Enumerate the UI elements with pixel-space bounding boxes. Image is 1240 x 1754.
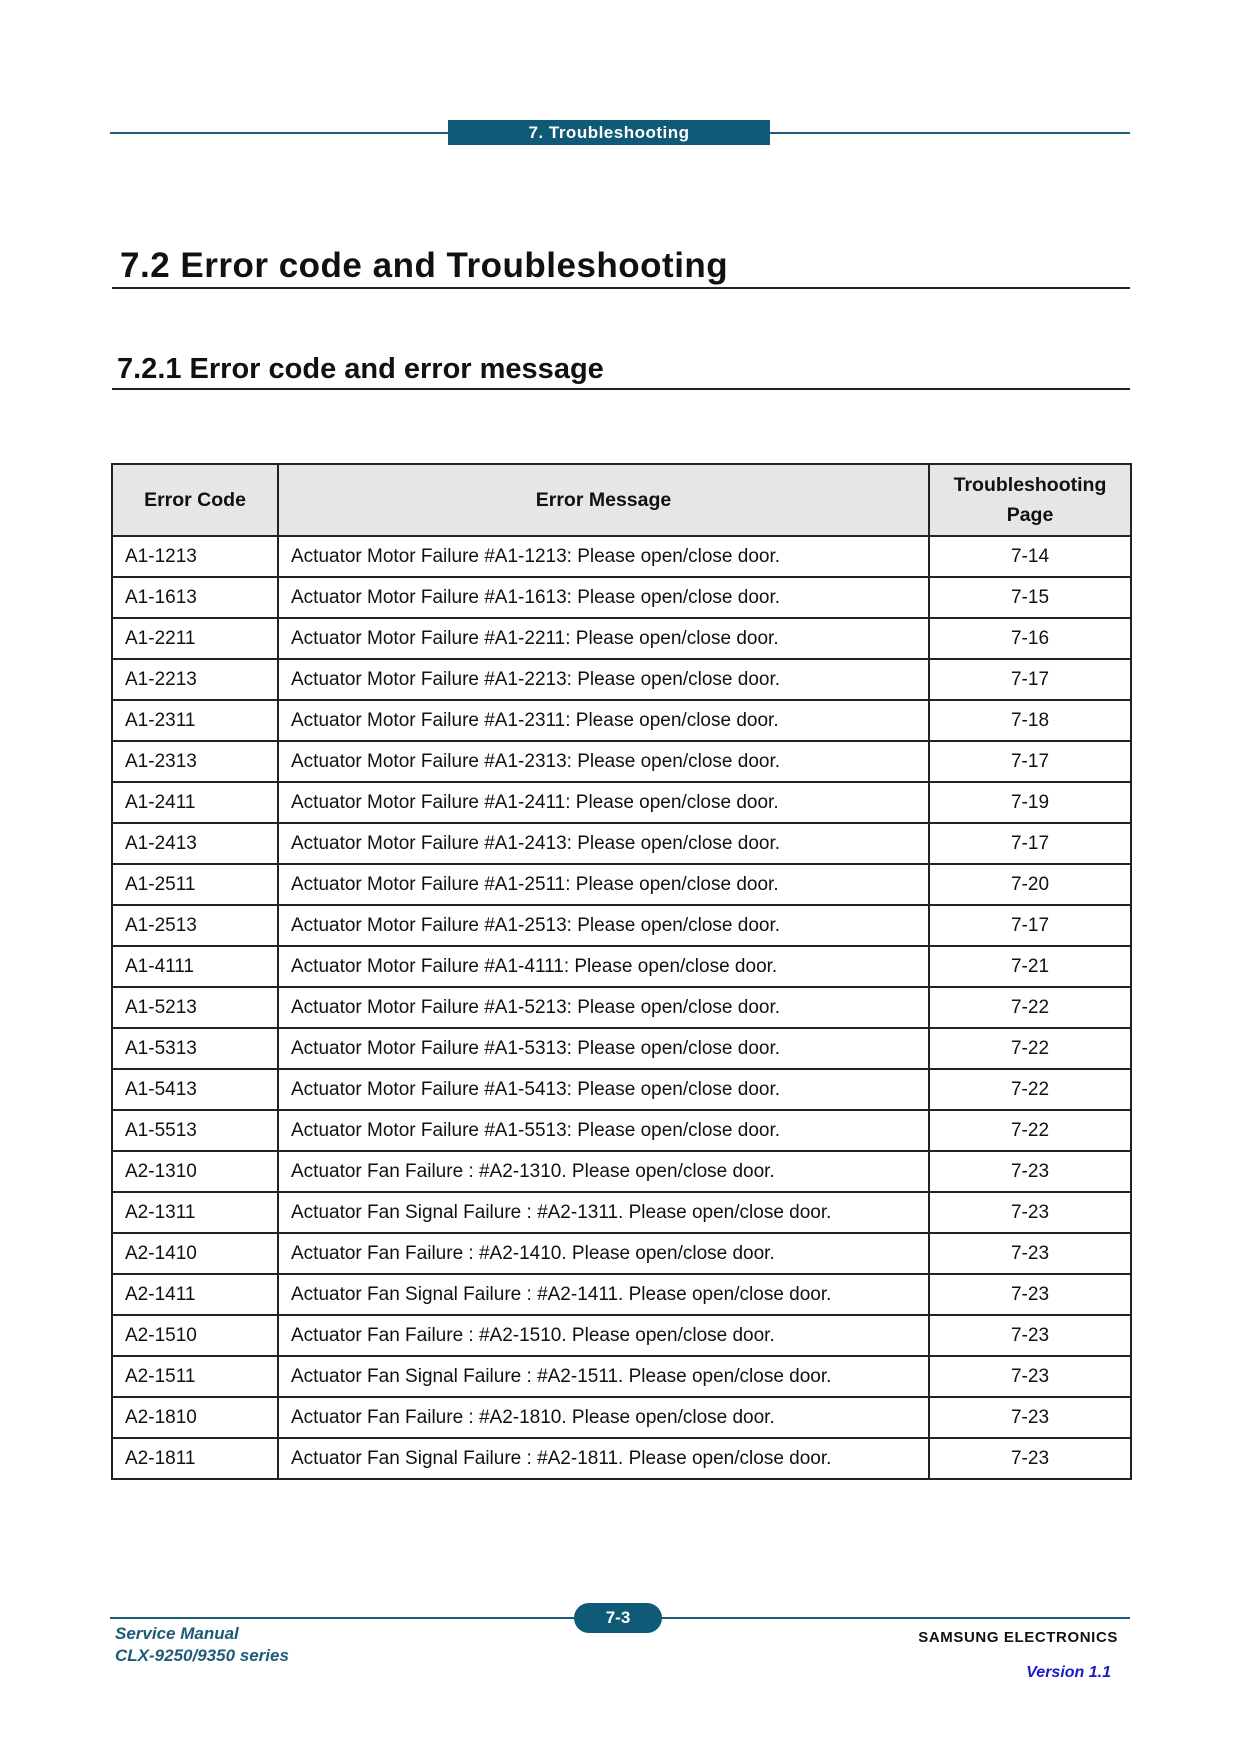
error-message-cell: Actuator Motor Failure #A1-1213: Please open/close door. [278,536,929,577]
error-message-cell: Actuator Fan Failure : #A2-1410. Please open/close door. [278,1233,929,1274]
table-body [112,536,1131,1479]
error-code-cell: A2-1410 [112,1233,278,1274]
table-row [112,946,1131,987]
table-row [112,782,1131,823]
column-header-error-code: Error Code [112,464,278,536]
table-row [112,1397,1131,1438]
error-message-cell: Actuator Motor Failure #A1-2411: Please open/close door. [278,782,929,823]
table-header-row [112,464,1131,536]
table-row [112,1233,1131,1274]
section-tab: 7. Troubleshooting [448,120,770,145]
error-message-cell: Actuator Motor Failure #A1-2211: Please open/close door. [278,618,929,659]
table-row [112,1069,1131,1110]
table-row [112,1315,1131,1356]
error-message-cell: Actuator Motor Failure #A1-5313: Please open/close door. [278,1028,929,1069]
table-row [112,864,1131,905]
error-code-cell: A1-2513 [112,905,278,946]
troubleshooting-page-cell: 7-20 [929,864,1131,905]
troubleshooting-page-cell: 7-23 [929,1151,1131,1192]
troubleshooting-page-cell: 7-19 [929,782,1131,823]
error-message-cell: Actuator Fan Failure : #A2-1310. Please open/close door. [278,1151,929,1192]
error-code-cell: A1-1213 [112,536,278,577]
troubleshooting-page-cell: 7-17 [929,823,1131,864]
error-message-cell: Actuator Motor Failure #A1-2511: Please open/close door. [278,864,929,905]
error-message-cell: Actuator Fan Failure : #A2-1810. Please open/close door. [278,1397,929,1438]
troubleshooting-page-cell: 7-23 [929,1315,1131,1356]
table-row [112,1274,1131,1315]
error-code-cell: A1-5413 [112,1069,278,1110]
model-series: CLX-9250/9350 series [115,1646,289,1665]
error-code-cell: A1-2213 [112,659,278,700]
troubleshooting-page-cell: 7-23 [929,1233,1131,1274]
error-code-table [111,463,1132,1480]
table-row [112,905,1131,946]
error-message-cell: Actuator Fan Signal Failure : #A2-1411. Please open/close door. [278,1274,929,1315]
table-row [112,1192,1131,1233]
error-message-cell: Actuator Fan Signal Failure : #A2-1811. Please open/close door. [278,1438,929,1479]
table-row [112,1356,1131,1397]
header-rule-right [770,132,1130,134]
error-code-cell: A2-1810 [112,1397,278,1438]
troubleshooting-page-cell: 7-23 [929,1397,1131,1438]
error-code-cell: A1-5313 [112,1028,278,1069]
troubleshooting-page-cell: 7-17 [929,741,1131,782]
error-code-cell: A1-2413 [112,823,278,864]
troubleshooting-page-cell: 7-17 [929,659,1131,700]
table-row [112,823,1131,864]
table-row [112,536,1131,577]
footer-rule-left [110,1617,574,1619]
table-row [112,659,1131,700]
table-row [112,1151,1131,1192]
section-subtitle: 7.2.1 Error code and error message [117,353,604,385]
error-code-cell: A1-2311 [112,700,278,741]
error-code-cell: A1-2411 [112,782,278,823]
table-row [112,987,1131,1028]
subtitle-rule [112,388,1130,390]
table-row [112,577,1131,618]
title-rule [112,287,1130,289]
error-message-cell: Actuator Motor Failure #A1-4111: Please open/close door. [278,946,929,987]
troubleshooting-page-cell: 7-22 [929,1069,1131,1110]
brand-name: SAMSUNG ELECTRONICS [918,1629,1118,1646]
troubleshooting-page-cell: 7-22 [929,1028,1131,1069]
table-row [112,1110,1131,1151]
table-row [112,618,1131,659]
error-message-cell: Actuator Motor Failure #A1-5413: Please open/close door. [278,1069,929,1110]
error-code-cell: A2-1411 [112,1274,278,1315]
column-header-troubleshooting-page: Troubleshooting Page [929,464,1131,536]
error-code-cell: A1-5213 [112,987,278,1028]
troubleshooting-page-cell: 7-17 [929,905,1131,946]
troubleshooting-page-cell: 7-23 [929,1438,1131,1479]
troubleshooting-page-cell: 7-18 [929,700,1131,741]
troubleshooting-page-cell: 7-16 [929,618,1131,659]
error-code-cell: A1-2313 [112,741,278,782]
page-number-badge: 7-3 [574,1603,662,1633]
footer-rule-right [662,1617,1130,1619]
error-message-cell: Actuator Fan Signal Failure : #A2-1311. Please open/close door. [278,1192,929,1233]
error-code-cell: A2-1811 [112,1438,278,1479]
error-message-cell: Actuator Motor Failure #A1-2413: Please open/close door. [278,823,929,864]
error-message-cell: Actuator Motor Failure #A1-5513: Please open/close door. [278,1110,929,1151]
table-row [112,1028,1131,1069]
error-code-cell: A1-2211 [112,618,278,659]
error-code-cell: A2-1510 [112,1315,278,1356]
error-code-cell: A2-1511 [112,1356,278,1397]
error-message-cell: Actuator Motor Failure #A1-1613: Please open/close door. [278,577,929,618]
error-message-cell: Actuator Motor Failure #A1-2313: Please open/close door. [278,741,929,782]
troubleshooting-page-cell: 7-22 [929,987,1131,1028]
manual-title [115,1623,289,1667]
error-code-cell: A1-1613 [112,577,278,618]
table-row [112,741,1131,782]
troubleshooting-page-cell: 7-23 [929,1356,1131,1397]
error-code-cell: A1-2511 [112,864,278,905]
troubleshooting-page-cell: 7-15 [929,577,1131,618]
manual-name: Service Manual [115,1624,239,1643]
version-label: Version 1.1 [1026,1664,1111,1681]
error-message-cell: Actuator Motor Failure #A1-2213: Please open/close door. [278,659,929,700]
troubleshooting-page-cell: 7-23 [929,1192,1131,1233]
header-rule-left [110,132,448,134]
error-message-cell: Actuator Motor Failure #A1-2513: Please open/close door. [278,905,929,946]
troubleshooting-page-cell: 7-23 [929,1274,1131,1315]
error-message-cell: Actuator Fan Failure : #A2-1510. Please open/close door. [278,1315,929,1356]
error-code-cell: A2-1311 [112,1192,278,1233]
error-message-cell: Actuator Motor Failure #A1-5213: Please open/close door. [278,987,929,1028]
error-code-cell: A1-5513 [112,1110,278,1151]
table-row [112,700,1131,741]
troubleshooting-page-cell: 7-21 [929,946,1131,987]
error-message-cell: Actuator Fan Signal Failure : #A2-1511. Please open/close door. [278,1356,929,1397]
column-header-error-message: Error Message [278,464,929,536]
error-code-cell: A2-1310 [112,1151,278,1192]
troubleshooting-page-cell: 7-22 [929,1110,1131,1151]
page-title: 7.2 Error code and Troubleshooting [120,246,729,285]
error-message-cell: Actuator Motor Failure #A1-2311: Please open/close door. [278,700,929,741]
troubleshooting-page-cell: 7-14 [929,536,1131,577]
table-row [112,1438,1131,1479]
error-code-cell: A1-4111 [112,946,278,987]
